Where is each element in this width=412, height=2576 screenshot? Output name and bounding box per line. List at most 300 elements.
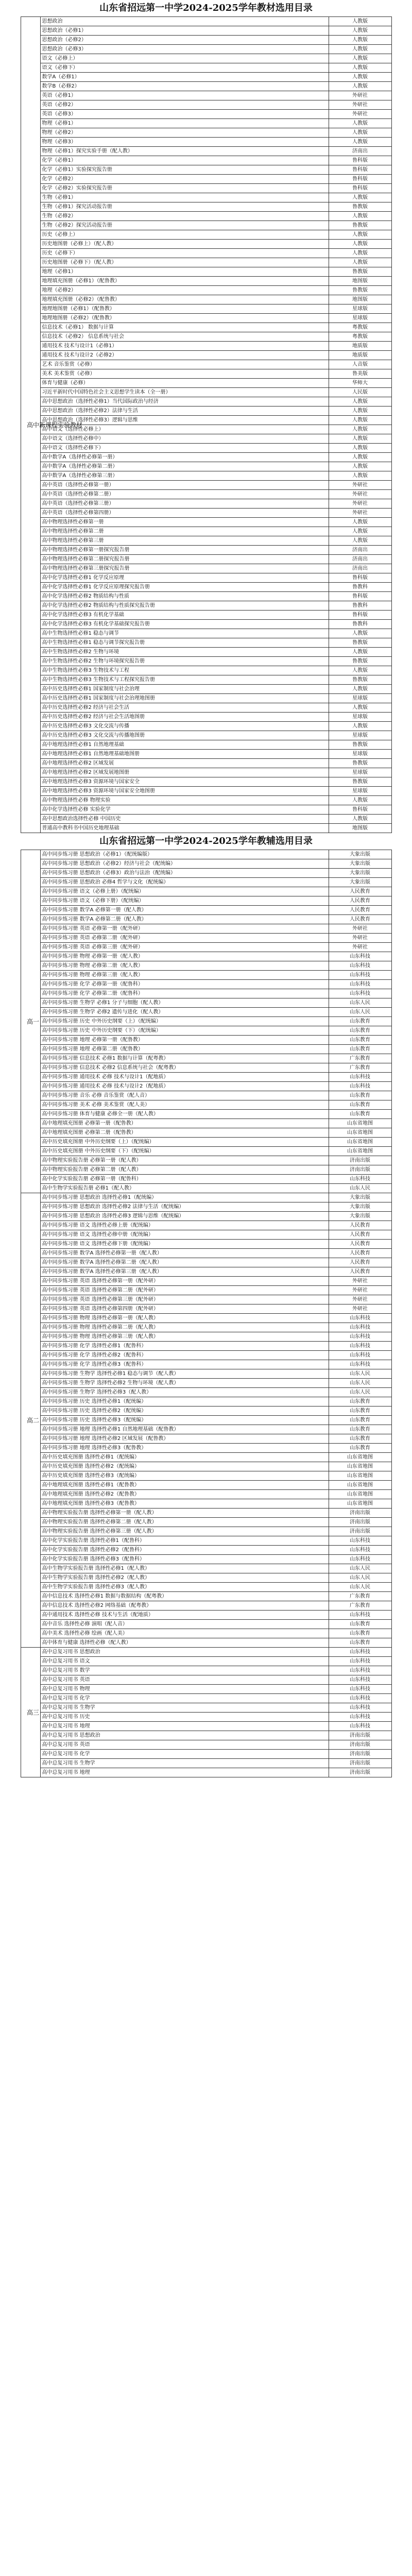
book-title-cell: 生物（必修1）探究活动报告册 xyxy=(40,202,329,212)
book-title-cell: 高中化学实验报告册 选择性必修3（配鲁科） xyxy=(40,1555,329,1564)
book-title-cell: 高中思想政治选择性必修 中国历史 xyxy=(40,815,329,824)
table-row xyxy=(21,1036,391,1045)
publisher-cell: 山东科技 xyxy=(329,1351,391,1360)
table-row xyxy=(21,1202,391,1212)
publisher-cell: 鲁教版 xyxy=(329,202,391,212)
book-title-cell: 数学A（必修1） xyxy=(40,73,329,82)
publisher-cell: 鲁教版 xyxy=(329,286,391,295)
grade-label-text: 高二 xyxy=(27,1416,40,1424)
table-row xyxy=(21,193,391,202)
publisher-cell: 大象出版 xyxy=(329,1193,391,1202)
publisher-cell: 山东科技 xyxy=(329,1546,391,1555)
publisher-cell: 人教版 xyxy=(329,527,391,536)
table-row xyxy=(21,73,391,82)
table-row xyxy=(21,1267,391,1277)
publisher-cell: 人教版 xyxy=(329,212,391,221)
book-title-cell: 高中历史选择性必修1 国家制度与社会治理 xyxy=(40,685,329,694)
book-title-cell: 高中总复习用书 化学 xyxy=(40,1694,329,1703)
book-title-cell: 历史（必修上） xyxy=(40,230,329,240)
publisher-cell: 广东教育 xyxy=(329,1601,391,1611)
publisher-cell: 地质版 xyxy=(329,342,391,351)
publisher-cell: 山东科技 xyxy=(329,1675,391,1685)
publisher-cell: 人教版 xyxy=(329,453,391,462)
publisher-cell: 广东教育 xyxy=(329,1054,391,1063)
table-row xyxy=(21,1462,391,1471)
table-row xyxy=(21,601,391,611)
publisher-cell: 鲁科版 xyxy=(329,184,391,193)
publisher-cell: 济南出版 xyxy=(329,1731,391,1740)
book-title-cell: 物理（必修2） xyxy=(40,128,329,138)
table-row xyxy=(21,1471,391,1481)
table-row xyxy=(21,536,391,546)
book-title-cell: 普通高中教科书中国历史地理基础 xyxy=(40,824,329,833)
publisher-cell: 人民教育 xyxy=(329,1267,391,1277)
book-title-cell: 高中地理填充图册 必修第一册（配鲁教） xyxy=(40,1119,329,1128)
table-row xyxy=(21,796,391,805)
table-row xyxy=(21,722,391,731)
book-title-cell: 高中同步练习册 地理 选择性必修1 自然地理基础（配鲁教） xyxy=(40,1425,329,1434)
publisher-cell: 鲁教科 xyxy=(329,601,391,611)
book-title-cell: 高中总复习用书 思想政治 xyxy=(40,1648,329,1657)
table-row xyxy=(21,1147,391,1156)
table-row xyxy=(21,1555,391,1564)
book-title-cell: 高中物理实验报告册 必修第一册（配人教） xyxy=(40,1156,329,1165)
book-title-cell: 化学（必修1）实验探究报告册 xyxy=(40,165,329,175)
publisher-cell: 山东教育 xyxy=(329,1026,391,1036)
book-title-cell: 高中历史选择性必修3 文化交流与传播 xyxy=(40,722,329,731)
book-title-cell: 高中思想政治（选择性必修1）当代国际政治与经济 xyxy=(40,397,329,406)
publisher-cell: 山东科技 xyxy=(329,1648,391,1657)
publisher-cell: 济南出版 xyxy=(329,1518,391,1527)
publisher-cell: 山东人民 xyxy=(329,1573,391,1583)
publisher-cell: 人教版 xyxy=(329,425,391,434)
publisher-cell: 山东人民 xyxy=(329,1008,391,1017)
publisher-cell: 人教版 xyxy=(329,193,391,202)
table-row xyxy=(21,1138,391,1147)
book-title-cell: 高中生物选择性必修1 稳态与调节 xyxy=(40,629,329,638)
table-row xyxy=(21,1694,391,1703)
book-title-cell: 历史地图册（必修下）（配人教） xyxy=(40,258,329,267)
publisher-cell: 山东教育 xyxy=(329,1397,391,1406)
table-row xyxy=(21,666,391,675)
table-row xyxy=(21,509,391,518)
table-row xyxy=(21,1703,391,1713)
book-title-cell: 高中总复习用书 语文 xyxy=(40,1657,329,1666)
book-title-cell: 高中通用技术 选择性必修 技术与生活（配地质） xyxy=(40,1611,329,1620)
book-title-cell: 高中同步练习册 物理 必修第一册（配人教） xyxy=(40,952,329,961)
table-row xyxy=(21,906,391,915)
publisher-cell: 山东科技 xyxy=(329,1082,391,1091)
publisher-cell: 星球版 xyxy=(329,731,391,740)
book-title-cell: 地理（必修2） xyxy=(40,286,329,295)
publisher-cell: 山东科技 xyxy=(329,1323,391,1332)
table-row xyxy=(21,1601,391,1611)
table-row xyxy=(21,1648,391,1657)
table-row xyxy=(21,360,391,369)
book-title-cell: 高中同步练习册 思想政治（必修1）（配统编版） xyxy=(40,850,329,859)
publisher-cell: 鲁科版 xyxy=(329,573,391,583)
book-title-cell: 高中同步练习册 通用技术 必修 技术与设计2（配地质） xyxy=(40,1082,329,1091)
book-title-cell: 高中同步练习册 物理 必修第二册（配人教） xyxy=(40,961,329,971)
publisher-cell: 济南出 xyxy=(329,555,391,564)
table-row xyxy=(21,1759,391,1768)
book-title-cell: 高中同步练习册 历史 选择性必修2（配统编） xyxy=(40,1406,329,1416)
book-title-cell: 高中地理选择性必修1 自然地理基础地图册 xyxy=(40,750,329,759)
publisher-cell: 山东科技 xyxy=(329,1073,391,1082)
publisher-cell: 山东教育 xyxy=(329,1091,391,1100)
publisher-cell: 山东科技 xyxy=(329,1713,391,1722)
table-row xyxy=(21,713,391,722)
table-row xyxy=(21,1230,391,1240)
book-title-cell: 高中地理选择性必修3 资源环境与国家安全地图册 xyxy=(40,787,329,796)
book-title-cell: 化学（必修1） xyxy=(40,156,329,165)
publisher-cell: 山东科技 xyxy=(329,1657,391,1666)
table-row xyxy=(21,221,391,230)
table-row xyxy=(21,1675,391,1685)
publisher-cell: 鲁教科 xyxy=(329,620,391,629)
table-row xyxy=(21,406,391,416)
book-title-cell: 高中思想政治（选择性必修3）逻辑与思维 xyxy=(40,416,329,425)
book-title-cell: 信息技术（必修1） 数据与计算 xyxy=(40,323,329,332)
book-title-cell: 高中体育与健康 选择性必修（配人教） xyxy=(40,1638,329,1648)
publisher-cell: 人教版 xyxy=(329,629,391,638)
table-row xyxy=(21,952,391,961)
publisher-cell: 人教版 xyxy=(329,471,391,481)
table-row xyxy=(21,1193,391,1202)
table-row xyxy=(21,1008,391,1017)
publisher-cell: 人民教育 xyxy=(329,1240,391,1249)
book-title-cell: 高中同步练习册 历史 选择性必修3（配统编） xyxy=(40,1416,329,1425)
publisher-cell: 人教版 xyxy=(329,73,391,82)
publisher-cell: 鲁科版 xyxy=(329,592,391,601)
book-title-cell: 高中数学A（选择性必修第一册） xyxy=(40,453,329,462)
table-row xyxy=(21,768,391,777)
book-title-cell: 思想政治 xyxy=(40,17,329,26)
table-row xyxy=(21,1073,391,1082)
publisher-cell: 人教版 xyxy=(329,82,391,91)
publisher-cell: 地质版 xyxy=(329,351,391,360)
book-title-cell: 高中化学选择性必修3 有机化学基础探究报告册 xyxy=(40,620,329,629)
table-row xyxy=(21,1527,391,1536)
table-row xyxy=(21,611,391,620)
table-row xyxy=(21,759,391,768)
section-title: 山东省招远第一中学2024-2025学年教辅选用目录 xyxy=(99,836,313,846)
publisher-cell: 人教版 xyxy=(329,666,391,675)
publisher-cell: 山东科技 xyxy=(329,961,391,971)
table-row xyxy=(21,490,391,499)
table-row xyxy=(21,675,391,685)
table-row xyxy=(21,824,391,833)
book-title-cell: 数学B（必修2） xyxy=(40,82,329,91)
book-title-cell: 高中生物学实验报告册 选择性必修1（配人教） xyxy=(40,1564,329,1573)
publisher-cell: 山东省地图 xyxy=(329,1481,391,1490)
publisher-cell: 人教版 xyxy=(329,230,391,240)
book-title-cell: 高中物理选择性必修第三册 xyxy=(40,536,329,546)
book-title-cell: 高中历史填充图册 选择性必修1（配统编） xyxy=(40,1453,329,1462)
table-row xyxy=(21,434,391,444)
table-row xyxy=(21,416,391,425)
table-row xyxy=(21,397,391,406)
book-title-cell: 生物（必修1） xyxy=(40,193,329,202)
book-title-cell: 高中英语（选择性必修第一册） xyxy=(40,481,329,490)
publisher-cell: 外研社 xyxy=(329,499,391,509)
book-title-cell: 高中数学A（选择性必修第二册） xyxy=(40,462,329,471)
publisher-cell: 山东人民 xyxy=(329,1184,391,1193)
publisher-cell: 人教版 xyxy=(329,815,391,824)
publisher-cell: 山东科技 xyxy=(329,1694,391,1703)
publisher-cell: 地图版 xyxy=(329,824,391,833)
table-row xyxy=(21,342,391,351)
table-row xyxy=(21,1611,391,1620)
book-title-cell: 高中总复习用书 化学 xyxy=(40,1750,329,1759)
publisher-cell: 山东科技 xyxy=(329,1536,391,1546)
publisher-cell: 人教版 xyxy=(329,119,391,128)
table-row xyxy=(21,943,391,952)
table-row xyxy=(21,314,391,323)
publisher-cell: 济南出 xyxy=(329,147,391,156)
table-row xyxy=(21,1388,391,1397)
publisher-cell: 山东人民 xyxy=(329,1388,391,1397)
table-row xyxy=(21,1425,391,1434)
grade-label xyxy=(21,1648,40,1777)
table-row xyxy=(21,277,391,286)
publisher-cell: 山东教育 xyxy=(329,1629,391,1638)
book-title-cell: 习近平新时代中国特色社会主义思想学生读本（全一册） xyxy=(40,388,329,397)
publisher-cell: 山东教育 xyxy=(329,1110,391,1119)
publisher-cell: 济南出版 xyxy=(329,1509,391,1518)
book-title-cell: 历史地图册（必修上）（配人教） xyxy=(40,240,329,249)
table-row xyxy=(21,961,391,971)
publisher-cell: 外研社 xyxy=(329,100,391,110)
table-row xyxy=(21,1045,391,1054)
book-title-cell: 高中历史填充图册 中外历史纲要（下）（配统编） xyxy=(40,1147,329,1156)
book-title-cell: 高中历史选择性必修2 经济与社会生活 xyxy=(40,703,329,713)
book-title-cell: 高中化学选择性必修1 化学反应原理 xyxy=(40,573,329,583)
table-row xyxy=(21,1740,391,1750)
book-title-cell: 高中化学选择性必修2 物质结构与性质探究报告册 xyxy=(40,601,329,611)
book-title-cell: 化学（必修2） xyxy=(40,175,329,184)
publisher-cell: 大象出版 xyxy=(329,1202,391,1212)
table-row xyxy=(21,1583,391,1592)
table-row xyxy=(21,17,391,26)
table-row xyxy=(21,638,391,648)
section-title: 山东省招远第一中学2024-2025学年教材选用目录 xyxy=(99,3,313,13)
table-row xyxy=(21,379,391,388)
table-row xyxy=(21,471,391,481)
publisher-cell: 人教版 xyxy=(329,434,391,444)
book-title-cell: 英语（必修1） xyxy=(40,91,329,100)
table-row xyxy=(21,202,391,212)
table-row xyxy=(21,128,391,138)
table-row xyxy=(21,286,391,295)
publisher-cell: 济南出版 xyxy=(329,1740,391,1750)
book-title-cell: 高中物理选择性必修第二册 xyxy=(40,527,329,536)
book-title-cell: 生物（必修2）探究活动报告册 xyxy=(40,221,329,230)
table-row xyxy=(21,1082,391,1091)
publisher-cell: 山东教育 xyxy=(329,1017,391,1026)
book-title-cell: 高中同步练习册 生物学 选择性必修2 生物与环境（配人教） xyxy=(40,1379,329,1388)
book-title-cell: 高中地理填充图册 选择性必修3（配鲁教） xyxy=(40,1499,329,1509)
publisher-cell: 山东科技 xyxy=(329,1685,391,1694)
table-row xyxy=(21,564,391,573)
book-title-cell: 高中同步练习册 物理 选择性必修第一册（配人教） xyxy=(40,1314,329,1323)
publisher-cell: 鲁教版 xyxy=(329,675,391,685)
book-title-cell: 高中同步练习册 语文（必修上册）（配统编） xyxy=(40,887,329,896)
book-title-cell: 高中同步练习册 历史 选择性必修1（配统编） xyxy=(40,1397,329,1406)
book-title-cell: 高中总复习用书 生物学 xyxy=(40,1703,329,1713)
publisher-cell: 外研社 xyxy=(329,1295,391,1304)
publisher-cell: 山东科技 xyxy=(329,1611,391,1620)
table-row xyxy=(21,1369,391,1379)
publisher-cell: 星球版 xyxy=(329,713,391,722)
publisher-cell: 山东省地图 xyxy=(329,1453,391,1462)
publisher-cell: 山东教育 xyxy=(329,1045,391,1054)
book-title-cell: 高中同步练习册 数学A 选择性必修第三册（配人教） xyxy=(40,1267,329,1277)
publisher-cell: 山东人民 xyxy=(329,1564,391,1573)
publisher-cell: 山东科技 xyxy=(329,1360,391,1369)
publisher-cell: 人教版 xyxy=(329,722,391,731)
book-title-cell: 英语（必修3） xyxy=(40,110,329,119)
book-title-cell: 高中英语（选择性必修第四册） xyxy=(40,509,329,518)
table-row xyxy=(21,971,391,980)
table-row xyxy=(21,850,391,859)
book-title-cell: 高中同步练习册 英语 必修第二册（配外研） xyxy=(40,934,329,943)
table-row xyxy=(21,1397,391,1406)
publisher-cell: 山东省地图 xyxy=(329,1119,391,1128)
table-row xyxy=(21,1156,391,1165)
table-row xyxy=(21,1536,391,1546)
book-title-cell: 高中同步练习册 化学 必修第二册（配鲁科） xyxy=(40,989,329,998)
book-title-cell: 高中化学选择性必修 实验化学 xyxy=(40,805,329,815)
table-row xyxy=(21,45,391,54)
table-row xyxy=(21,1175,391,1184)
publisher-cell: 济南出版 xyxy=(329,1759,391,1768)
book-title-cell: 高中同步练习册 语文 选择性必修上册（配统编） xyxy=(40,1221,329,1230)
publisher-cell: 粤教版 xyxy=(329,323,391,332)
table-row xyxy=(21,444,391,453)
publisher-cell: 济南出版 xyxy=(329,1156,391,1165)
table-row xyxy=(21,1666,391,1675)
publisher-cell: 山东教育 xyxy=(329,1444,391,1453)
publisher-cell: 人民教育 xyxy=(329,1258,391,1267)
publisher-cell: 人民教育 xyxy=(329,887,391,896)
book-title-cell: 高中生物选择性必修3 生物技术与工程探究报告册 xyxy=(40,675,329,685)
publisher-cell: 山东科技 xyxy=(329,1722,391,1731)
publisher-cell: 鲁美版 xyxy=(329,369,391,379)
publisher-cell: 粤教版 xyxy=(329,332,391,342)
table-row xyxy=(21,1499,391,1509)
table-row xyxy=(21,1221,391,1230)
table-row xyxy=(21,425,391,434)
table-row xyxy=(21,1379,391,1388)
book-title-cell: 高中同步练习册 生物学 必修1 分子与细胞（配人教） xyxy=(40,998,329,1008)
grade-label-text: 高中新课程实验教材 xyxy=(27,421,83,429)
publisher-cell: 星球版 xyxy=(329,314,391,323)
book-title-cell: 高中物理选择性必修第二册探究报告册 xyxy=(40,555,329,564)
table-row xyxy=(21,249,391,258)
publisher-cell: 人教版 xyxy=(329,648,391,657)
publisher-cell: 鲁科版 xyxy=(329,175,391,184)
book-title-cell: 高中同步练习册 数学A 必修第一册（配人教） xyxy=(40,906,329,915)
table-row xyxy=(21,546,391,555)
table-row xyxy=(21,869,391,878)
book-title-cell: 高中生物选择性必修2 生物与环境 xyxy=(40,648,329,657)
table-row xyxy=(21,26,391,36)
book-title-cell: 高中同步练习册 体育与健康 必修全一册（配人教） xyxy=(40,1110,329,1119)
book-title-cell: 思想政治（必修2） xyxy=(40,36,329,45)
publisher-cell: 鲁教版 xyxy=(329,638,391,648)
table-row xyxy=(21,1063,391,1073)
book-title-cell: 高中化学选择性必修2 物质结构与性质 xyxy=(40,592,329,601)
publisher-cell: 大象出版 xyxy=(329,1212,391,1221)
publisher-cell: 外研社 xyxy=(329,91,391,100)
book-title-cell: 高中化学选择性必修1 化学反应原理探究报告册 xyxy=(40,583,329,592)
table-row xyxy=(21,212,391,221)
publisher-cell: 山东教育 xyxy=(329,1100,391,1110)
publisher-cell: 人教版 xyxy=(329,26,391,36)
book-title-cell: 化学（必修2）实验探究报告册 xyxy=(40,184,329,193)
book-title-cell: 高中同步练习册 思想政治 选择性必修2 法律与生活（配统编） xyxy=(40,1202,329,1212)
book-title-cell: 高中同步练习册 地理 选择性必修3（配鲁教） xyxy=(40,1444,329,1453)
table-row xyxy=(21,138,391,147)
book-title-cell: 高中同步练习册 英语 必修第一册（配外研） xyxy=(40,924,329,934)
table-row xyxy=(21,1713,391,1722)
book-title-cell: 高中化学实验报告册 选择性必修2（配鲁科） xyxy=(40,1546,329,1555)
publisher-cell: 鲁科版 xyxy=(329,611,391,620)
publisher-cell: 星球版 xyxy=(329,768,391,777)
table-row xyxy=(21,915,391,924)
publisher-cell: 人教版 xyxy=(329,518,391,527)
table-row xyxy=(21,388,391,397)
table-row xyxy=(21,1657,391,1666)
book-title-cell: 高中信息技术 选择性必修2 网络基础（配粤教） xyxy=(40,1601,329,1611)
book-title-cell: 高中同步练习册 地理 必修第一册（配鲁教） xyxy=(40,1036,329,1045)
publisher-cell: 华师大 xyxy=(329,379,391,388)
table-row xyxy=(21,1685,391,1694)
book-title-cell: 高中历史选择性必修3 文化交流与传播地图册 xyxy=(40,731,329,740)
book-title-cell: 体育与健康（必修） xyxy=(40,379,329,388)
table-row xyxy=(21,295,391,304)
book-title-cell: 高中同步练习册 地理 必修第二册（配鲁教） xyxy=(40,1045,329,1054)
table-row xyxy=(21,878,391,887)
publisher-cell: 鲁教版 xyxy=(329,759,391,768)
publisher-cell: 外研社 xyxy=(329,934,391,943)
table-row xyxy=(21,1119,391,1128)
book-title-cell: 高中同步练习册 思想政治 必修4 哲学与文化（配统编） xyxy=(40,878,329,887)
publisher-cell: 大象出版 xyxy=(329,859,391,869)
book-title-cell: 高中同步练习册 物理 选择性必修第二册（配人教） xyxy=(40,1323,329,1332)
book-title-cell: 物理（必修3） xyxy=(40,138,329,147)
table-row xyxy=(21,100,391,110)
book-title-cell: 高中物理实验报告册 选择性必修第二册（配人教） xyxy=(40,1518,329,1527)
book-title-cell: 高中语文（选择性必修下） xyxy=(40,444,329,453)
publisher-cell: 山东科技 xyxy=(329,980,391,989)
table-row xyxy=(21,583,391,592)
publisher-cell: 鲁教版 xyxy=(329,657,391,666)
book-title-cell: 思想政治（必修3） xyxy=(40,45,329,54)
table-row xyxy=(21,1768,391,1777)
table-row xyxy=(21,1277,391,1286)
book-title-cell: 高中同步练习册 数学A 选择性必修第一册（配人教） xyxy=(40,1249,329,1258)
publisher-cell: 大象出版 xyxy=(329,878,391,887)
book-title-cell: 高中化学实验报告册 必修第一册（配鲁科） xyxy=(40,1175,329,1184)
publisher-cell: 山东科技 xyxy=(329,1332,391,1342)
book-title-cell: 高中总复习用书 物理 xyxy=(40,1685,329,1694)
table-row xyxy=(21,1054,391,1063)
book-title-cell: 高中总复习用书 数学 xyxy=(40,1666,329,1675)
publisher-cell: 人教版 xyxy=(329,406,391,416)
table-row xyxy=(21,54,391,63)
